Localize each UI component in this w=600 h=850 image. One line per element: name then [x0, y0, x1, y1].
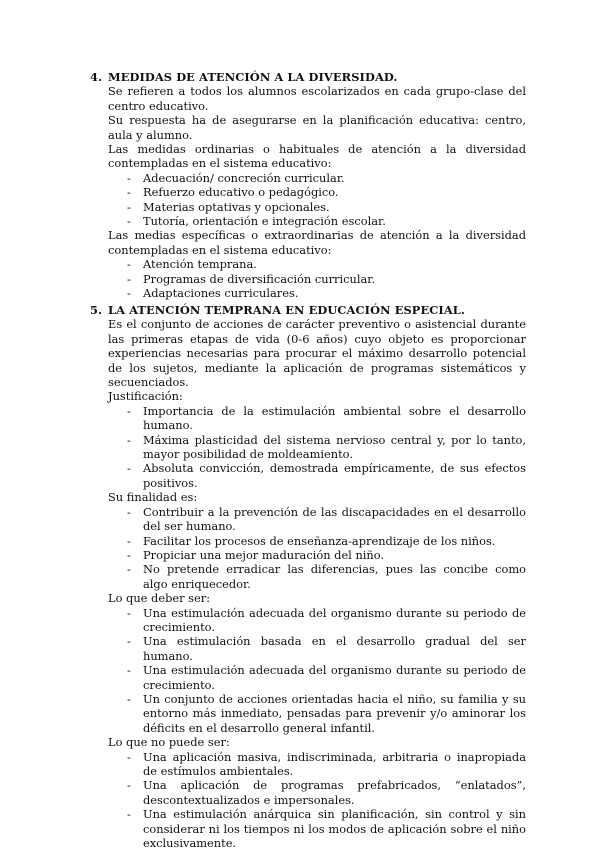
- list-item: - Adaptaciones curriculares.: [127, 286, 299, 301]
- list-item: - Atención temprana.: [127, 257, 257, 272]
- list-item: - Una estimulación adecuada del organismo durante su periodo de crecimiento.: [127, 605, 526, 634]
- section-5-title: LA ATENCIÓN TEMPRANA EN EDUCACIÓN ESPECIAL.: [108, 303, 465, 317]
- purpose-label: Su finalidad es:: [108, 490, 198, 505]
- list-item: - Contribuir a la prevención de las discapacidades en el desarrollo del ser humano.: [127, 504, 526, 534]
- section-4-heading: [90, 70, 600, 84]
- list-item: - Una estimulación basada en el desarrollo gradual del ser humano.: [127, 634, 526, 663]
- should-not-be-list: [108, 750, 526, 850]
- section-4-paragraph-1: Se refieren a todos los alumnos escolarizados en cada grupo-clase del centro educativo.: [108, 84, 526, 113]
- section-5-number: 5.: [90, 303, 103, 317]
- list-item: - Un conjunto de acciones orientadas hacia el niño, su familia y su entorno más inmediato, pensadas para prevenir y/o aminorar los déficits en el desarrollo general infantil.: [127, 691, 526, 735]
- section-5: [0, 303, 600, 850]
- list-item: - Absoluta convicción, demostrada empíricamente, de sus efectos positivos.: [127, 461, 526, 490]
- should-not-be-label: Lo que no puede ser:: [108, 735, 230, 750]
- should-be-list: [108, 606, 526, 736]
- section-4: [0, 70, 600, 301]
- list-item: - Propiciar una mejor maduración del niño.: [127, 547, 385, 562]
- list-item: - Una estimulación anárquica sin planificación, sin control y sin considerar ni los tiempos ni los modos de aplicación sobre el niño exclusivamente.: [127, 807, 526, 850]
- list-item: - Refuerzo educativo o pedagógico.: [127, 185, 339, 200]
- list-item: - Adecuación/ concreción curricular.: [127, 170, 345, 185]
- section-4-body: [108, 84, 526, 300]
- list-item: - Una aplicación masiva, indiscriminada, arbitraria o inapropiada de estímulos ambientales.: [127, 749, 526, 778]
- list-item: - Una aplicación de programas prefabricados, “enlatados”, descontextualizados e impersonales.: [127, 778, 526, 807]
- section-4-title: MEDIDAS DE ATENCIÓN A LA DIVERSIDAD.: [108, 70, 398, 84]
- list-item: - Programas de diversificación curricular.: [127, 271, 376, 286]
- list-item: - Tutoría, orientación e integración escolar.: [127, 214, 386, 229]
- section-4-paragraph-4: Las medias específicas o extraordinarias de atención a la diversidad contempladas en el sistema educativo:: [108, 228, 526, 257]
- section-4-paragraph-3: Las medidas ordinarias o habituales de atención a la diversidad contempladas en el sistema educativo:: [108, 142, 526, 171]
- justification-label: Justificación:: [108, 389, 183, 404]
- section-5-paragraph-1: Es el conjunto de acciones de carácter preventivo o asistencial durante las primeras etapas de vida (0-6 años) cuyo objeto es proporcionar experiencias necesarias para procurar el máximo desarrollo potencial de los sujetos, mediante la aplicación de programas sistemáticos y secuenciados.: [108, 317, 526, 390]
- section-4-paragraph-2: Su respuesta ha de asegurarse en la planificación educativa: centro, aula y alumno.: [108, 113, 526, 142]
- section-4-number: 4.: [90, 70, 103, 84]
- list-item: - No pretende erradicar las diferencias, pues las concibe como algo enriquecedor.: [127, 562, 526, 591]
- list-item: - Facilitar los procesos de enseñanza-aprendizaje de los niños.: [127, 533, 496, 548]
- ordinary-measures-list: [108, 171, 526, 229]
- list-item: - Una estimulación adecuada del organismo durante su periodo de crecimiento.: [127, 663, 526, 692]
- list-item: - Máxima plasticidad del sistema nervioso central y, por lo tanto, mayor posibilidad de moldeamiento.: [127, 432, 526, 462]
- list-item: - Importancia de la estimulación ambiental sobre el desarrollo humano.: [127, 403, 526, 433]
- section-5-heading: [90, 303, 600, 317]
- justification-list: [108, 404, 526, 490]
- list-item: - Materias optativas y opcionales.: [127, 199, 330, 214]
- should-be-label: Lo que deber ser:: [108, 591, 211, 606]
- specific-measures-list: [108, 257, 526, 300]
- purpose-list: [108, 505, 526, 591]
- section-5-body: [108, 317, 526, 850]
